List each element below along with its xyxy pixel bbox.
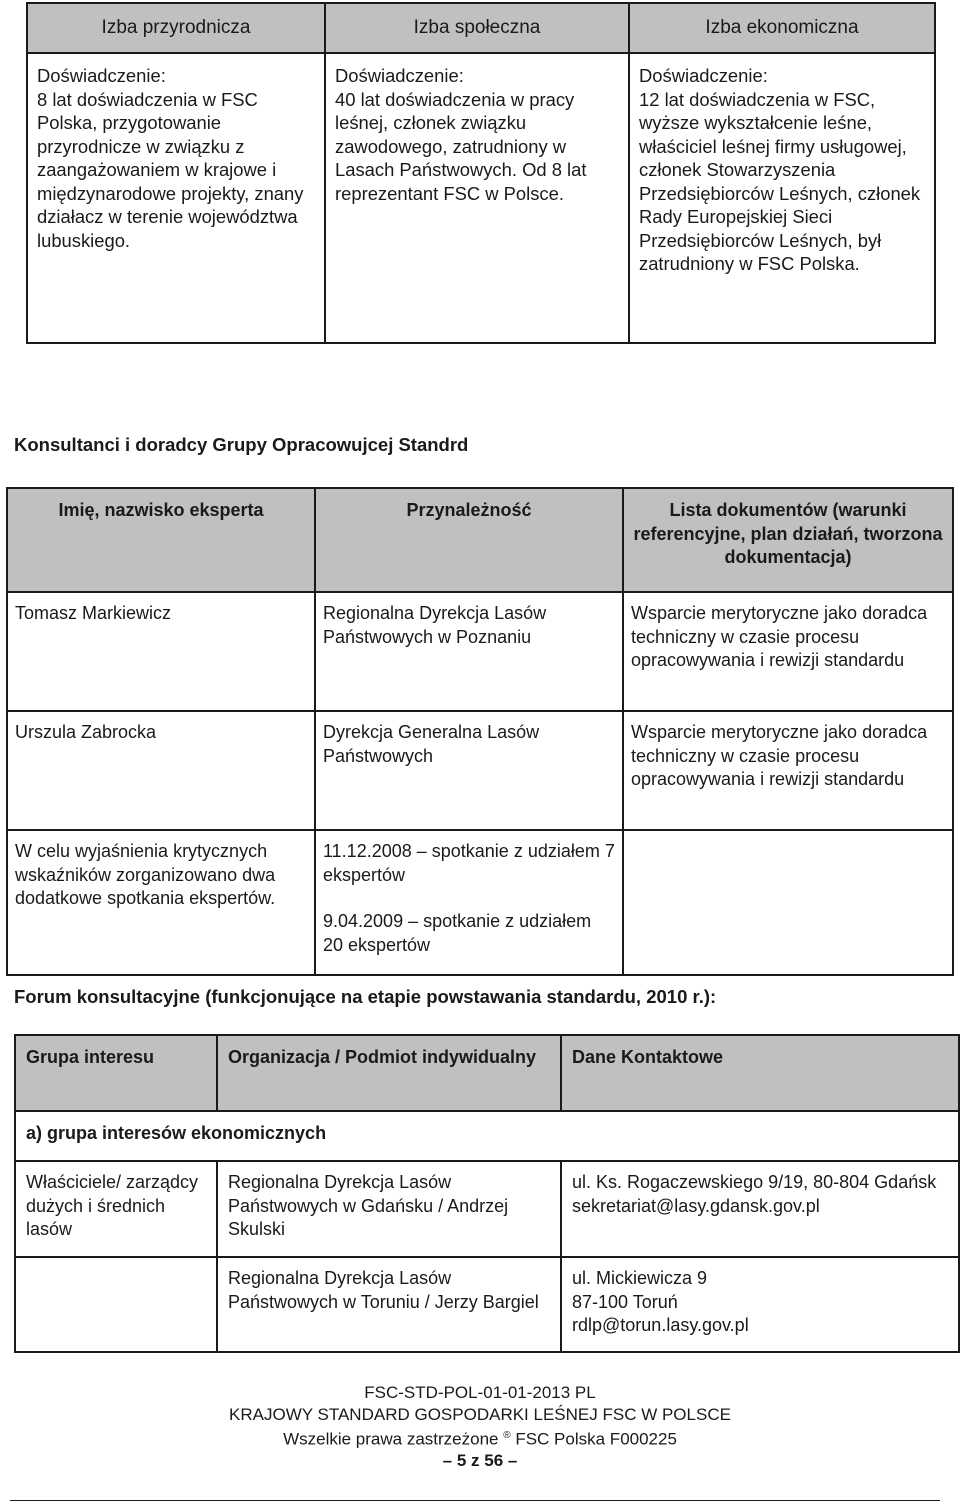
- contact-email: sekretariat@lasy.gdansk.gov.pl: [572, 1195, 820, 1216]
- contact-address: ul. Ks. Rogaczewskiego 9/19, 80-804 Gdańsk: [572, 1172, 937, 1192]
- consultants-header-affiliation: Przynależność: [315, 488, 623, 592]
- forum-header-organization: Organizacja / Podmiot indywidualny: [217, 1035, 561, 1111]
- document-code: FSC-STD-POL-01-01-2013 PL: [364, 1383, 596, 1402]
- contact-details: [561, 1161, 959, 1257]
- consultants-header-documents: Lista dokumentów (warunki referencyjne, plan działań, tworzona dokumentacja): [623, 488, 953, 592]
- footer-divider: [10, 1500, 940, 1501]
- table-row: [15, 1257, 959, 1352]
- contact-street: ul. Mickiewicza 9: [572, 1268, 708, 1288]
- chamber-header-nature: Izba przyrodnicza: [27, 3, 325, 53]
- consultants-header-name: Imię, nazwisko eksperta: [7, 488, 315, 592]
- expert-affiliation: Dyrekcja Generalna Lasów Państwowych: [315, 711, 623, 830]
- consultants-table: [6, 487, 954, 976]
- experience-label: Doświadczenie:: [639, 65, 768, 86]
- page-footer: [0, 1382, 960, 1472]
- experience-label: Doświadczenie:: [335, 65, 464, 86]
- expert-documents: Wsparcie merytoryczne jako doradca techniczny w czasie procesu opracowywania i rewizji standardu: [623, 592, 953, 711]
- chambers-header-row: [27, 3, 935, 53]
- forum-header-contact: Dane Kontaktowe: [561, 1035, 959, 1111]
- expert-name: Urszula Zabrocka: [7, 711, 315, 830]
- experience-label: Doświadczenie:: [37, 65, 166, 86]
- forum-heading: Forum konsultacyjne (funkcjonujące na etapie powstawania standardu, 2010 r.):: [14, 986, 717, 1007]
- chamber-header-economic: Izba ekonomiczna: [629, 3, 935, 53]
- registered-mark: ®: [503, 1430, 511, 1441]
- copyright-suffix: FSC Polska F000225: [510, 1429, 677, 1449]
- contact-details: [561, 1257, 959, 1352]
- copyright-prefix: Wszelkie prawa zastrzeżone: [283, 1429, 499, 1449]
- meeting-item: 11.12.2008 – spotkanie z udziałem 7 ekspertów: [323, 841, 615, 885]
- contact-city: 87-100 Toruń: [572, 1291, 678, 1312]
- contact-email: rdlp@torun.lasy.gov.pl: [572, 1315, 749, 1335]
- forum-header-group: Grupa interesu: [15, 1035, 217, 1111]
- chamber-cell-nature: [27, 53, 325, 343]
- forum-header-row: [15, 1035, 959, 1111]
- chamber-cell-economic: [629, 53, 935, 343]
- table-row: [15, 1161, 959, 1257]
- forum-table: [14, 1034, 960, 1353]
- experience-text: 8 lat doświadczenia w FSC Polska, przygotowanie przyrodnicze w związku z zaangażowaniem w krajowe i międzynarodowe projekty, znany działacz w terenie województwa lubuskiego.: [37, 88, 304, 251]
- expert-name: Tomasz Markiewicz: [7, 592, 315, 711]
- chambers-table: [26, 2, 936, 344]
- table-row: [7, 592, 953, 711]
- interest-group: Właściciele/ zarządcy dużych i średnich lasów: [15, 1161, 217, 1257]
- consultants-header-row: [7, 488, 953, 592]
- expert-affiliation: Regionalna Dyrekcja Lasów Państwowych w Poznaniu: [315, 592, 623, 711]
- meetings-note: W celu wyjaśnienia krytycznych wskaźników zorganizowano dwa dodatkowe spotkania ekspertów.: [7, 830, 315, 975]
- expert-documents: Wsparcie merytoryczne jako doradca techniczny w czasie procesu opracowywania i rewizji standardu: [623, 711, 953, 830]
- page-number: – 5 z 56 –: [442, 1451, 518, 1471]
- interest-group: [15, 1257, 217, 1352]
- copyright-line: [0, 1425, 960, 1450]
- meetings-list: [315, 830, 623, 975]
- organization: Regionalna Dyrekcja Lasów Państwowych w Toruniu / Jerzy Bargiel: [217, 1257, 561, 1352]
- standard-title: KRAJOWY STANDARD GOSPODARKI LEŚNEJ FSC W POLSCE: [229, 1404, 731, 1424]
- experience-text: 40 lat doświadczenia w pracy leśnej, członek związku zawodowego, zatrudniony w Lasach Państwowych. Od 8 lat reprezentant FSC w Polsce.: [335, 88, 587, 204]
- table-row: [7, 830, 953, 975]
- experience-text: 12 lat doświadczenia w FSC, wyższe wykształcenie leśne, właściciel leśnej firmy usługowej, członek Stowarzyszenia Przedsiębiorców Leśnych, członek Rady Europejskiej Sieci Przedsiębiorców Leśnych, był zatrudniony w FSC Polska.: [639, 88, 921, 274]
- table-row: [7, 711, 953, 830]
- interest-group-label: a) grupa interesów ekonomicznych: [15, 1111, 959, 1161]
- meeting-item: 9.04.2009 – spotkanie z udziałem 20 ekspertów: [323, 911, 592, 955]
- forum-group-row: [15, 1111, 959, 1161]
- consultants-heading: Konsultanci i doradcy Grupy Opracowujcej Standrd: [14, 434, 469, 455]
- meetings-empty-cell: [623, 830, 953, 975]
- chambers-experience-row: [27, 53, 935, 343]
- chamber-cell-social: [325, 53, 629, 343]
- chamber-header-social: Izba społeczna: [325, 3, 629, 53]
- organization: Regionalna Dyrekcja Lasów Państwowych w Gdańsku / Andrzej Skulski: [217, 1161, 561, 1257]
